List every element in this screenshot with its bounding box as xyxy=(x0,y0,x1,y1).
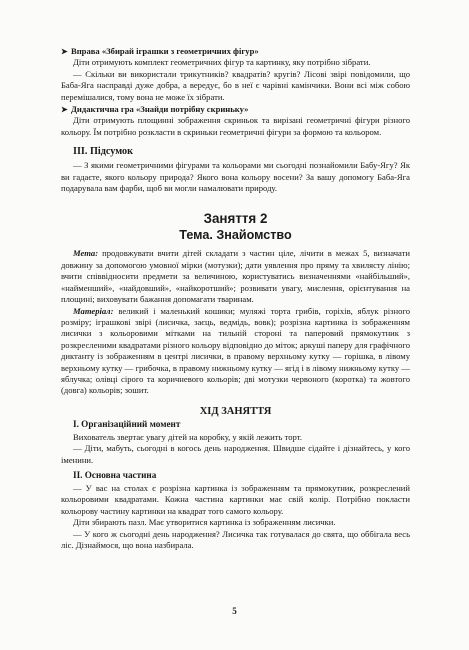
game1-title: Вправа «Збирай іграшки з геометричних фігур» xyxy=(71,46,259,56)
game1-paragraph-1: Діти отримують комплект геометричних фігур та картинку, яку потрібно зібрати. xyxy=(73,57,371,68)
bullet-arrow-icon: ➤ xyxy=(61,47,68,56)
section-1-paragraph-2: — Діти, мабуть, сьогодні в когось день народження. Швидше сідайте і дізнайтесь, у кого іменини. xyxy=(61,443,410,465)
material-text: великий і маленький кошики; муляжі торта грибів, горіхів, яблук різного розміру; іграшкові звірі (лисичка, заєць, ведмідь, вовк); розрізна картинка із зображенням лисички з кольоровими мітками на тильній стороні та паперовий прямокутник з розкресленими квадратами різного кольору відповідно до міток; аркуші паперу для графічного диктанту із зображенням в центрі лисички, в правому верхньому кутку — горішка, в лівому верхньому кутку — грибочка, в правому нижньому кутку — ягід і в лівому нижньому кутку — яблучка; олівці сірого та коричневого кольорів; дві мотузки червоного (коротка) та жовтого (довга) кольорів; зошит. xyxy=(61,305,410,396)
section-2-heading: ІІ. Основна частина xyxy=(73,469,157,480)
summary-text: — З якими геометричними фігурами та кольорами ми сьогодні познайомили Бабу-Ягу? Як ви гадаєте, якого кольору природа? Якого вона кольору восени? За вашу допомогу Баба-Яга подарувала вам фарби, щоб ви могли намалювати природу. xyxy=(61,160,410,194)
game2-title: Дидактична гра «Знайди потрібну скриньку» xyxy=(71,104,249,115)
goal-paragraph xyxy=(61,248,410,305)
section-1-paragraph-1: Вихователь звертає увагу дітей на коробку, у якій лежить торт. xyxy=(73,431,302,442)
goal-text: продовжувати вчити дітей складати з частин ціле, лічити в межах 5, визначати довжину за допомогою умовної мірки (мотузки); дати уявлення про пряму та хвилясту лінію; вчити співвідносити предмети за величиною, користуватись визначеннями «найбільший», «найменший», «найдовший», «найкоротший»; розвивати увагу, мислення, орієнтування на площині; виховувати бажання допомагати тваринам. xyxy=(61,248,410,305)
page-number: 5 xyxy=(232,606,237,616)
bullet-arrow-icon: ➤ xyxy=(61,105,68,115)
material-label: Матеріал: xyxy=(73,305,114,316)
section-2-paragraph-2: Діти збирають пазл. Має утворитися картинка із зображенням лисички. xyxy=(73,517,336,528)
summary-heading: III. Підсумок xyxy=(73,146,134,158)
section-2-paragraph-1: — У вас на столах є розрізна картинка із зображенням та прямокутник, розкреслений кольоровими квадратами. Кожна частина картинки має свій колір. Потрібно покласти кольорову частину картинки на квадрат того самого кольору. xyxy=(61,482,410,516)
lesson-topic: Тема. Знайомство xyxy=(179,228,292,243)
game1-heading xyxy=(61,46,410,57)
game2-paragraph-1: Діти отримують площинні зображення скриньок та вирізані геометричні фігури різного кольору. Їм потрібно розкласти в скриньки геометричні фігури за формою та кольором. xyxy=(61,115,410,137)
lesson-title: Заняття 2 xyxy=(203,211,268,227)
game2-heading xyxy=(61,104,410,115)
course-heading: ХІД ЗАНЯТТЯ xyxy=(199,405,272,417)
goal-label: Мета: xyxy=(73,248,99,259)
game1-paragraph-2: — Скільки ви використали трикутників? квадратів? кругів? Лісові звірі повідомили, що Баба-Яга насправді дуже добра, а вередує, бо в неї є чарівні камінчики. Вони всі між собою перемішалися, тому вона не може їх зібрати. xyxy=(61,68,410,102)
section-2-paragraph-3: — У кого ж сьогодні день народження? Лисичка так готувалася до свята, що оббігала весь ліс. Дізнаймося, що вона назбирала. xyxy=(61,528,410,550)
section-1-heading: І. Організаційний момент xyxy=(73,418,181,429)
material-paragraph xyxy=(61,306,410,397)
